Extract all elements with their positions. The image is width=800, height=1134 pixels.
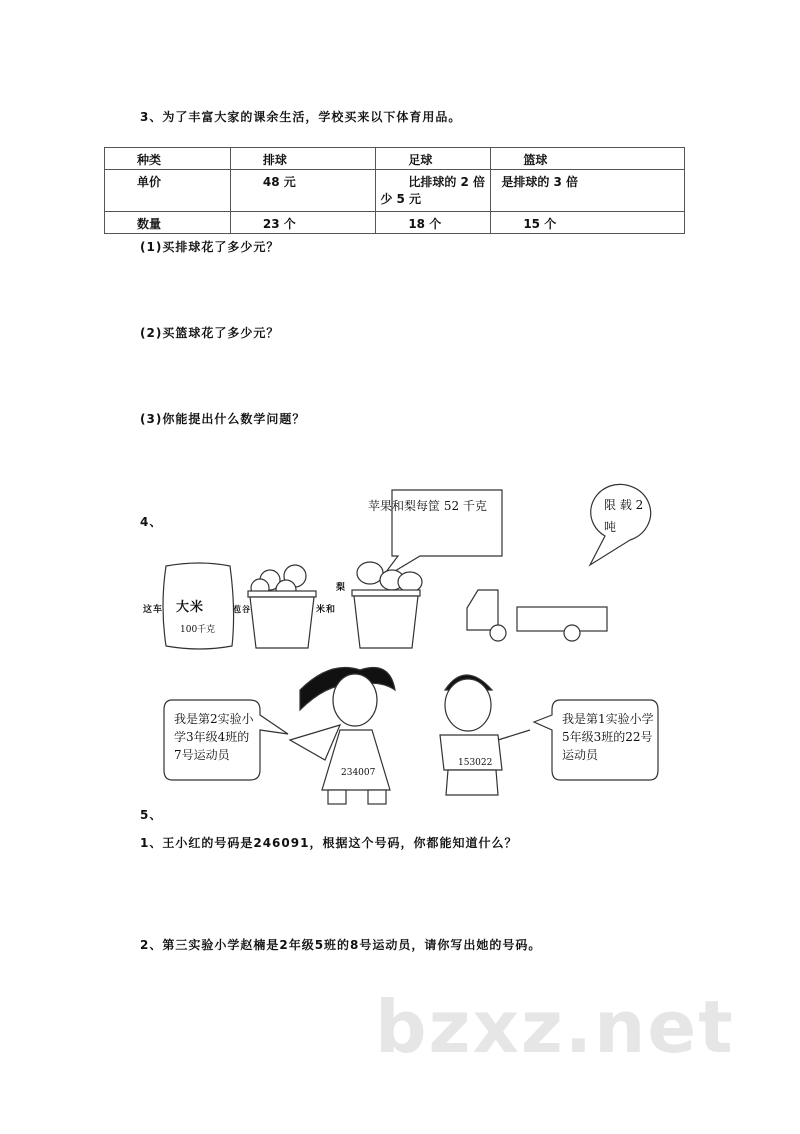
table-header-cell: 足球	[376, 148, 491, 170]
fruit-bubble-text: 苹果和梨每筐 52 千克	[368, 499, 487, 513]
girl-number: 234007	[341, 768, 376, 778]
text-fragment: 这车	[143, 605, 164, 615]
boy-figure	[440, 675, 530, 795]
q3-sub1: (1)买排球花了多少元？	[140, 240, 280, 254]
table-header-cell: 排球	[230, 148, 375, 170]
watermark: bzxz.net	[375, 985, 735, 1069]
apple-basket-icon	[248, 565, 316, 648]
table-cell: 是排球的 3 倍	[491, 170, 685, 212]
q3-title: 3、为了丰富大家的课余生活，学校买来以下体育用品。	[140, 110, 462, 124]
q4-number: 4、	[140, 515, 163, 529]
table-cell: 18 个	[376, 212, 491, 234]
q5-sub1: 1、王小红的号码是246091，根据这个号码，你都能知道什么？	[140, 836, 518, 850]
q3-sub2: (2)买篮球花了多少元？	[140, 326, 280, 340]
boy-number: 153022	[458, 758, 493, 768]
table-cell: 数量	[105, 212, 231, 234]
q3-sub3: (3)你能提出什么数学问题？	[140, 412, 306, 426]
text-fragment: 梨	[336, 583, 347, 593]
table-cell: 单价	[105, 170, 231, 212]
table-cell: 23 个	[230, 212, 375, 234]
table-cell: 48 元	[230, 170, 375, 212]
table-header-cell: 篮球	[491, 148, 685, 170]
boy-bubble-text: 我是第1实验小学5年级3班的22号运动员	[562, 712, 654, 762]
rice-label: 大米	[176, 600, 205, 615]
q5-sub2: 2、第三实验小学赵楠是2年级5班的8号运动员，请你写出她的号码。	[140, 938, 542, 952]
rice-weight: 100千克	[180, 625, 216, 635]
text-fragment: 米和	[316, 605, 337, 615]
table-header-cell: 种类	[105, 148, 231, 170]
girl-figure	[290, 668, 395, 805]
girl-bubble-text: 我是第2实验小学3年级4班的7号运动员	[174, 712, 254, 762]
table-cell: 比排球的 2 倍少 5 元	[376, 170, 491, 212]
truck-bubble-text: 限 载 2 吨	[604, 498, 644, 534]
truck-icon	[467, 590, 607, 641]
text-fragment: 苞谷	[233, 605, 251, 614]
table-cell: 15 个	[491, 212, 685, 234]
pear-basket-icon	[352, 562, 422, 648]
q5-number: 5、	[140, 808, 163, 822]
